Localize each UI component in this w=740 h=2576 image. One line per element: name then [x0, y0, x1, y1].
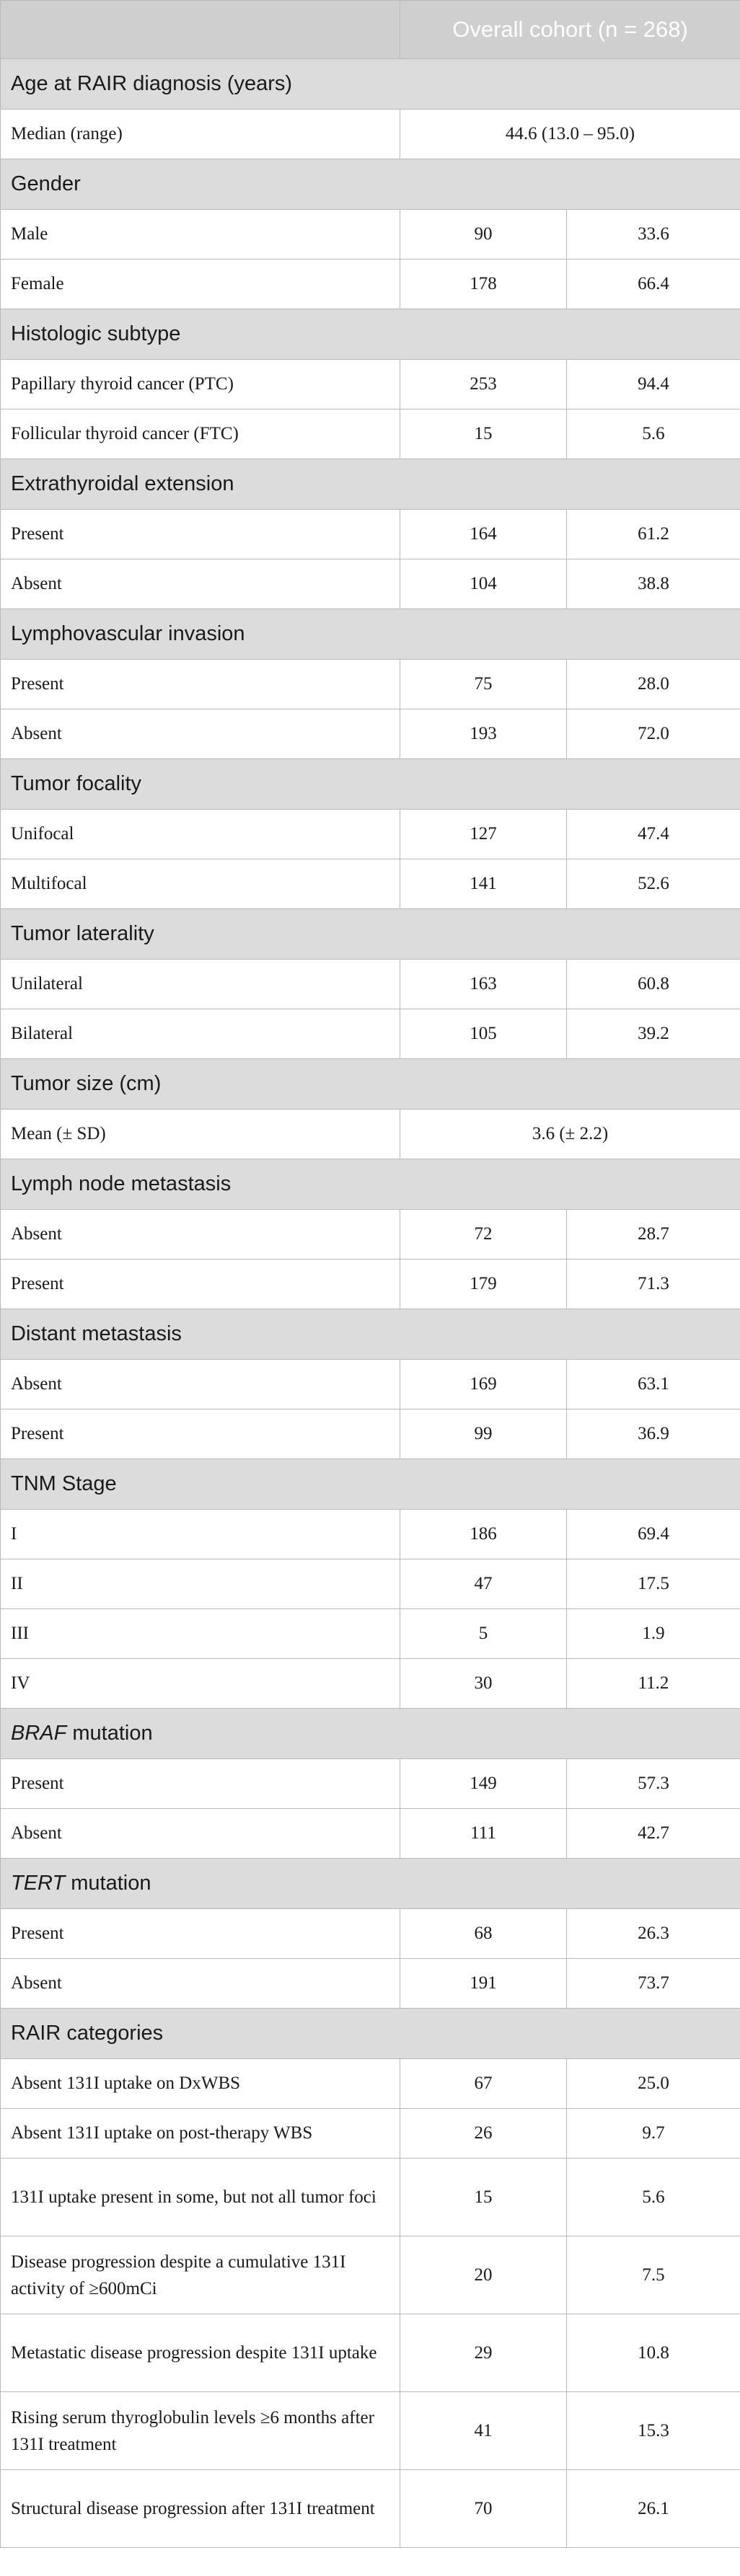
row-label: II — [1, 1559, 400, 1609]
section-header-row — [1, 59, 740, 110]
row-label: Papillary thyroid cancer (PTC) — [1, 360, 400, 410]
section-title — [1, 759, 740, 810]
table-row — [1, 1659, 740, 1709]
percent-value: 66.4 — [567, 260, 740, 309]
section-title — [1, 1059, 740, 1110]
summary-value: 44.6 (13.0 – 95.0) — [400, 110, 740, 159]
count-value: 178 — [400, 260, 567, 309]
section-header-row — [1, 1459, 740, 1510]
section-header-row — [1, 609, 740, 660]
count-value: 15 — [400, 410, 567, 459]
table-row — [1, 2109, 740, 2159]
percent-value: 42.7 — [567, 1809, 740, 1859]
section-header-row — [1, 1059, 740, 1110]
section-title — [1, 1159, 740, 1210]
section-title-text: mutation — [65, 1872, 151, 1895]
row-label: Bilateral — [1, 1009, 400, 1059]
section-title — [1, 159, 740, 210]
table-row — [1, 1360, 740, 1409]
count-value: 30 — [400, 1659, 567, 1709]
row-label: Present — [1, 510, 400, 559]
count-value: 15 — [400, 2159, 567, 2236]
row-label: Present — [1, 1759, 400, 1809]
count-value: 191 — [400, 1959, 567, 2009]
row-label: Absent — [1, 1360, 400, 1409]
row-label: Absent — [1, 1210, 400, 1260]
section-title — [1, 909, 740, 960]
row-label: Female — [1, 260, 400, 309]
table-header-row — [1, 1, 740, 59]
percent-value: 33.6 — [567, 210, 740, 260]
row-label: Unilateral — [1, 960, 400, 1009]
row-label: IV — [1, 1659, 400, 1709]
section-title-text: Tumor focality — [11, 772, 142, 795]
row-label: Absent 131I uptake on DxWBS — [1, 2059, 400, 2109]
section-title-text: Histologic subtype — [11, 322, 181, 345]
section-title — [1, 1459, 740, 1510]
percent-value: 94.4 — [567, 360, 740, 410]
table-row — [1, 709, 740, 759]
row-label: Median (range) — [1, 110, 400, 159]
section-header-row — [1, 459, 740, 510]
count-value: 179 — [400, 1260, 567, 1309]
table-row — [1, 1260, 740, 1309]
row-label: Absent 131I uptake on post-therapy WBS — [1, 2109, 400, 2159]
section-title-text: Lymph node metastasis — [11, 1172, 232, 1195]
table-row — [1, 110, 740, 159]
table-row — [1, 1110, 740, 1159]
count-value: 68 — [400, 1909, 567, 1959]
percent-value: 63.1 — [567, 1360, 740, 1409]
percent-value: 25.0 — [567, 2059, 740, 2109]
count-value: 20 — [400, 2236, 567, 2314]
table-row — [1, 410, 740, 459]
table-row — [1, 210, 740, 260]
percent-value: 11.2 — [567, 1659, 740, 1709]
table-row — [1, 1409, 740, 1459]
table-body — [1, 59, 740, 2548]
section-title-text: RAIR categories — [11, 2022, 164, 2045]
row-label: Structural disease progression after 131I treatment — [1, 2470, 400, 2548]
row-label: Male — [1, 210, 400, 260]
table-row — [1, 1009, 740, 1059]
percent-value: 72.0 — [567, 709, 740, 759]
row-label: Disease progression despite a cumulative 131I activity of ≥600mCi — [1, 2236, 400, 2314]
count-value: 104 — [400, 559, 567, 609]
section-header-row — [1, 309, 740, 360]
count-value: 111 — [400, 1809, 567, 1859]
section-title-gene: BRAF — [11, 1722, 67, 1745]
row-label: Mean (± SD) — [1, 1110, 400, 1159]
section-title-text: mutation — [66, 1722, 153, 1745]
table-row — [1, 1959, 740, 2009]
section-header-row — [1, 1309, 740, 1360]
percent-value: 5.6 — [567, 410, 740, 459]
section-title-text: Tumor size (cm) — [11, 1072, 162, 1095]
count-value: 70 — [400, 2470, 567, 2548]
table-row — [1, 960, 740, 1009]
table-row — [1, 2314, 740, 2392]
section-title-text: TNM Stage — [11, 1472, 117, 1495]
section-header-row — [1, 159, 740, 210]
row-label: Metastatic disease progression despite 131I uptake — [1, 2314, 400, 2392]
percent-value: 39.2 — [567, 1009, 740, 1059]
percent-value: 28.0 — [567, 660, 740, 709]
table-row — [1, 1809, 740, 1859]
table-row — [1, 1210, 740, 1260]
section-title-text: Tumor laterality — [11, 922, 154, 945]
percent-value: 26.1 — [567, 2470, 740, 2548]
percent-value: 1.9 — [567, 1609, 740, 1659]
table-row — [1, 1909, 740, 1959]
percent-value: 7.5 — [567, 2236, 740, 2314]
table-row — [1, 2470, 740, 2548]
count-value: 193 — [400, 709, 567, 759]
table-row — [1, 260, 740, 309]
section-title — [1, 1709, 740, 1759]
count-value: 72 — [400, 1210, 567, 1260]
section-header-row — [1, 1709, 740, 1759]
percent-value: 61.2 — [567, 510, 740, 559]
percent-value: 57.3 — [567, 1759, 740, 1809]
count-value: 105 — [400, 1009, 567, 1059]
row-label: Absent — [1, 709, 400, 759]
percent-value: 17.5 — [567, 1559, 740, 1609]
percent-value: 73.7 — [567, 1959, 740, 2009]
row-label: I — [1, 1510, 400, 1559]
table-row — [1, 559, 740, 609]
row-label: Multifocal — [1, 859, 400, 909]
count-value: 99 — [400, 1409, 567, 1459]
table-row — [1, 2236, 740, 2314]
percent-value: 5.6 — [567, 2159, 740, 2236]
table-row — [1, 360, 740, 410]
table-row — [1, 510, 740, 559]
row-label: Present — [1, 660, 400, 709]
count-value: 26 — [400, 2109, 567, 2159]
row-label: Follicular thyroid cancer (FTC) — [1, 410, 400, 459]
section-title-gene: TERT — [11, 1872, 66, 1895]
section-title — [1, 59, 740, 110]
table-row — [1, 1559, 740, 1609]
percent-value: 15.3 — [567, 2392, 740, 2470]
count-value: 149 — [400, 1759, 567, 1809]
section-header-row — [1, 1159, 740, 1210]
section-title — [1, 609, 740, 660]
count-value: 5 — [400, 1609, 567, 1659]
section-title-text: Distant metastasis — [11, 1322, 182, 1345]
section-title-text: Age at RAIR diagnosis (years) — [11, 72, 293, 95]
percent-value: 38.8 — [567, 559, 740, 609]
table-row — [1, 810, 740, 859]
count-value: 141 — [400, 859, 567, 909]
row-label: III — [1, 1609, 400, 1659]
percent-value: 60.8 — [567, 960, 740, 1009]
row-label: Present — [1, 1260, 400, 1309]
percent-value: 26.3 — [567, 1909, 740, 1959]
table-row — [1, 660, 740, 709]
section-header-row — [1, 1859, 740, 1909]
section-title — [1, 1859, 740, 1909]
section-title-text: Gender — [11, 172, 81, 195]
table-row — [1, 859, 740, 909]
percent-value: 69.4 — [567, 1510, 740, 1559]
section-title — [1, 1309, 740, 1360]
row-label: 131I uptake present in some, but not all tumor foci — [1, 2159, 400, 2236]
table-row — [1, 1609, 740, 1659]
table-row — [1, 1510, 740, 1559]
summary-value: 3.6 (± 2.2) — [400, 1110, 740, 1159]
count-value: 163 — [400, 960, 567, 1009]
percent-value: 9.7 — [567, 2109, 740, 2159]
count-value: 41 — [400, 2392, 567, 2470]
count-value: 75 — [400, 660, 567, 709]
section-title-text: Lymphovascular invasion — [11, 622, 245, 645]
count-value: 127 — [400, 810, 567, 859]
count-value: 164 — [400, 510, 567, 559]
percent-value: 47.4 — [567, 810, 740, 859]
section-title — [1, 2009, 740, 2059]
table-row — [1, 2392, 740, 2470]
count-value: 47 — [400, 1559, 567, 1609]
row-label: Present — [1, 1409, 400, 1459]
percent-value: 28.7 — [567, 1210, 740, 1260]
count-value: 67 — [400, 2059, 567, 2109]
percent-value: 36.9 — [567, 1409, 740, 1459]
row-label: Absent — [1, 1809, 400, 1859]
table-row — [1, 2059, 740, 2109]
count-value: 169 — [400, 1360, 567, 1409]
percent-value: 10.8 — [567, 2314, 740, 2392]
section-title — [1, 309, 740, 360]
count-value: 90 — [400, 210, 567, 260]
section-title-text: Extrathyroidal extension — [11, 472, 234, 495]
row-label: Rising serum thyroglobulin levels ≥6 months after 131I treatment — [1, 2392, 400, 2470]
percent-value: 71.3 — [567, 1260, 740, 1309]
row-label: Absent — [1, 1959, 400, 2009]
row-label: Present — [1, 1909, 400, 1959]
section-header-row — [1, 2009, 740, 2059]
percent-value: 52.6 — [567, 859, 740, 909]
count-value: 29 — [400, 2314, 567, 2392]
count-value: 253 — [400, 360, 567, 410]
header-title: Overall cohort (n = 268) — [400, 1, 740, 59]
section-header-row — [1, 759, 740, 810]
table-row — [1, 1759, 740, 1809]
section-header-row — [1, 909, 740, 960]
row-label: Unifocal — [1, 810, 400, 859]
section-title — [1, 459, 740, 510]
count-value: 186 — [400, 1510, 567, 1559]
table-row — [1, 2159, 740, 2236]
row-label: Absent — [1, 559, 400, 609]
header-blank-cell — [1, 1, 400, 59]
